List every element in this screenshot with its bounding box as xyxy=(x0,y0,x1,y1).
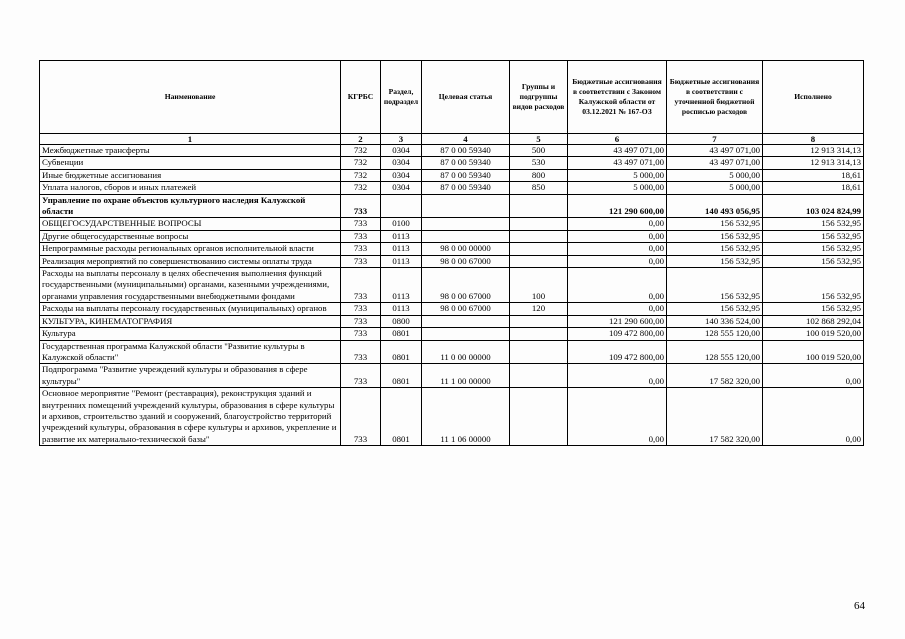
cell-kgrbs: 733 xyxy=(341,243,381,255)
cell-name: Иные бюджетные ассигнования xyxy=(40,169,341,181)
header-name: Наименование xyxy=(40,61,341,134)
cell-group: 850 xyxy=(510,182,568,194)
table-row xyxy=(40,340,864,364)
cell-refined: 156 532,95 xyxy=(667,303,763,315)
cell-target: 87 0 00 59340 xyxy=(422,157,510,169)
cell-executed: 156 532,95 xyxy=(763,243,864,255)
cell-name: Культура xyxy=(40,328,341,340)
cell-law: 0,00 xyxy=(568,218,667,230)
col-number: 3 xyxy=(381,134,422,145)
cell-kgrbs: 733 xyxy=(341,268,381,303)
cell-executed: 100 019 520,00 xyxy=(763,328,864,340)
cell-law: 0,00 xyxy=(568,388,667,446)
cell-law: 0,00 xyxy=(568,303,667,315)
cell-refined: 140 336 524,00 xyxy=(667,315,763,327)
cell-target: 87 0 00 59340 xyxy=(422,182,510,194)
cell-refined: 17 582 320,00 xyxy=(667,364,763,388)
cell-section: 0801 xyxy=(381,328,422,340)
cell-executed: 156 532,95 xyxy=(763,303,864,315)
cell-name: Другие общегосударственные вопросы xyxy=(40,230,341,242)
header-section: Раздел, подраздел xyxy=(381,61,422,134)
cell-name: ОБЩЕГОСУДАРСТВЕННЫЕ ВОПРОСЫ xyxy=(40,218,341,230)
cell-refined: 43 497 071,00 xyxy=(667,145,763,157)
table-row xyxy=(40,268,864,303)
col-number: 7 xyxy=(667,134,763,145)
header-law: Бюджетные ассигнования в соответствии с Законом Калужской области от 03.12.2021 № 167-ОЗ xyxy=(568,61,667,134)
cell-group xyxy=(510,230,568,242)
cell-law: 0,00 xyxy=(568,268,667,303)
cell-section: 0113 xyxy=(381,268,422,303)
cell-refined: 128 555 120,00 xyxy=(667,328,763,340)
cell-name: КУЛЬТУРА, КИНЕМАТОГРАФИЯ xyxy=(40,315,341,327)
cell-target xyxy=(422,194,510,218)
table-row xyxy=(40,364,864,388)
cell-group xyxy=(510,315,568,327)
cell-section xyxy=(381,194,422,218)
table-header-row xyxy=(40,61,864,134)
cell-name: Подпрограмма "Развитие учреждений культуры и образования в сфере культуры" xyxy=(40,364,341,388)
cell-section: 0801 xyxy=(381,340,422,364)
col-number: 1 xyxy=(40,134,341,145)
cell-kgrbs: 732 xyxy=(341,169,381,181)
table-row xyxy=(40,243,864,255)
cell-executed: 0,00 xyxy=(763,364,864,388)
cell-target xyxy=(422,218,510,230)
cell-refined: 5 000,00 xyxy=(667,182,763,194)
table-row xyxy=(40,169,864,181)
table-row xyxy=(40,194,864,218)
cell-name: Управление по охране объектов культурного наследия Калужской области xyxy=(40,194,341,218)
cell-kgrbs: 733 xyxy=(341,194,381,218)
cell-law: 0,00 xyxy=(568,243,667,255)
cell-section: 0801 xyxy=(381,364,422,388)
cell-refined: 156 532,95 xyxy=(667,268,763,303)
cell-executed: 156 532,95 xyxy=(763,268,864,303)
cell-target: 87 0 00 59340 xyxy=(422,145,510,157)
cell-section: 0100 xyxy=(381,218,422,230)
cell-law: 109 472 800,00 xyxy=(568,340,667,364)
cell-name: Расходы на выплаты персоналу государственных (муниципальных) органов xyxy=(40,303,341,315)
cell-target: 98 0 00 67000 xyxy=(422,255,510,267)
cell-target: 11 1 00 00000 xyxy=(422,364,510,388)
col-number: 6 xyxy=(568,134,667,145)
cell-target xyxy=(422,230,510,242)
cell-refined: 156 532,95 xyxy=(667,243,763,255)
cell-group: 100 xyxy=(510,268,568,303)
cell-group xyxy=(510,243,568,255)
cell-law: 121 290 600,00 xyxy=(568,315,667,327)
table-row xyxy=(40,303,864,315)
cell-target xyxy=(422,328,510,340)
cell-target: 11 0 00 00000 xyxy=(422,340,510,364)
cell-section: 0113 xyxy=(381,303,422,315)
table-row xyxy=(40,218,864,230)
cell-section: 0113 xyxy=(381,255,422,267)
table-row xyxy=(40,315,864,327)
cell-group xyxy=(510,194,568,218)
cell-executed: 102 868 292,04 xyxy=(763,315,864,327)
table-row xyxy=(40,145,864,157)
cell-kgrbs: 732 xyxy=(341,182,381,194)
cell-name: Основное мероприятие "Ремонт (реставрация), реконструкция зданий и внутренних помещений учреждений культуры, образования в сфере культуры и архивов, строительство зданий и сооружений, благоустройство территорий учреждений культуры, образования в сфере культуры и архивов, укрепление и развитие их материально-технической базы" xyxy=(40,388,341,446)
cell-refined: 128 555 120,00 xyxy=(667,340,763,364)
cell-section: 0800 xyxy=(381,315,422,327)
cell-group: 530 xyxy=(510,157,568,169)
col-number: 4 xyxy=(422,134,510,145)
column-number-row xyxy=(40,134,864,145)
cell-group: 800 xyxy=(510,169,568,181)
table-row xyxy=(40,230,864,242)
cell-law: 43 497 071,00 xyxy=(568,157,667,169)
cell-group: 120 xyxy=(510,303,568,315)
cell-group xyxy=(510,328,568,340)
cell-kgrbs: 733 xyxy=(341,364,381,388)
cell-section: 0113 xyxy=(381,230,422,242)
cell-kgrbs: 732 xyxy=(341,157,381,169)
header-groups: Группы и подгруппы видов расходов xyxy=(510,61,568,134)
cell-law: 0,00 xyxy=(568,255,667,267)
cell-kgrbs: 733 xyxy=(341,388,381,446)
cell-law: 43 497 071,00 xyxy=(568,145,667,157)
cell-kgrbs: 733 xyxy=(341,218,381,230)
table-row xyxy=(40,182,864,194)
cell-refined: 17 582 320,00 xyxy=(667,388,763,446)
cell-name: Межбюджетные трансферты xyxy=(40,145,341,157)
cell-kgrbs: 733 xyxy=(341,303,381,315)
budget-table xyxy=(39,60,864,446)
cell-law: 5 000,00 xyxy=(568,169,667,181)
cell-executed: 156 532,95 xyxy=(763,230,864,242)
cell-group xyxy=(510,340,568,364)
header-kgrbs: КГРБС xyxy=(341,61,381,134)
cell-group xyxy=(510,255,568,267)
cell-name: Субвенции xyxy=(40,157,341,169)
cell-target: 98 0 00 00000 xyxy=(422,243,510,255)
cell-section: 0304 xyxy=(381,169,422,181)
cell-refined: 140 493 056,95 xyxy=(667,194,763,218)
header-executed: Исполнено xyxy=(763,61,864,134)
cell-target xyxy=(422,315,510,327)
cell-kgrbs: 733 xyxy=(341,255,381,267)
col-number: 5 xyxy=(510,134,568,145)
header-refined: Бюджетные ассигнования в соответствии с уточненной бюджетной росписью расходов xyxy=(667,61,763,134)
cell-executed: 18,61 xyxy=(763,182,864,194)
cell-refined: 43 497 071,00 xyxy=(667,157,763,169)
cell-name: Государственная программа Калужской области "Развитие культуры в Калужской области" xyxy=(40,340,341,364)
cell-target: 87 0 00 59340 xyxy=(422,169,510,181)
cell-kgrbs: 733 xyxy=(341,340,381,364)
cell-refined: 156 532,95 xyxy=(667,218,763,230)
table-row xyxy=(40,328,864,340)
cell-target: 11 1 06 00000 xyxy=(422,388,510,446)
cell-law: 109 472 800,00 xyxy=(568,328,667,340)
cell-group xyxy=(510,218,568,230)
cell-group xyxy=(510,364,568,388)
cell-target: 98 0 00 67000 xyxy=(422,303,510,315)
cell-section: 0304 xyxy=(381,145,422,157)
cell-executed: 100 019 520,00 xyxy=(763,340,864,364)
cell-executed: 156 532,95 xyxy=(763,218,864,230)
cell-law: 121 290 600,00 xyxy=(568,194,667,218)
cell-target: 98 0 00 67000 xyxy=(422,268,510,303)
table-row xyxy=(40,157,864,169)
cell-refined: 156 532,95 xyxy=(667,255,763,267)
table-body xyxy=(40,145,864,446)
cell-law: 0,00 xyxy=(568,364,667,388)
cell-name: Реализация мероприятий по совершенствованию системы оплаты труда xyxy=(40,255,341,267)
cell-section: 0304 xyxy=(381,157,422,169)
cell-section: 0801 xyxy=(381,388,422,446)
cell-refined: 5 000,00 xyxy=(667,169,763,181)
cell-executed: 0,00 xyxy=(763,388,864,446)
cell-name: Расходы на выплаты персоналу в целях обеспечения выполнения функций государственными (муниципальными) органами, казенными учреждениями, органами управления государственными внебюджетными фондами xyxy=(40,268,341,303)
cell-name: Непрограммные расходы региональных органов исполнительной власти xyxy=(40,243,341,255)
cell-kgrbs: 733 xyxy=(341,230,381,242)
cell-kgrbs: 733 xyxy=(341,315,381,327)
table-row xyxy=(40,388,864,446)
col-number: 8 xyxy=(763,134,864,145)
cell-law: 0,00 xyxy=(568,230,667,242)
cell-section: 0113 xyxy=(381,243,422,255)
cell-executed: 156 532,95 xyxy=(763,255,864,267)
cell-kgrbs: 732 xyxy=(341,145,381,157)
cell-name: Уплата налогов, сборов и иных платежей xyxy=(40,182,341,194)
cell-group xyxy=(510,388,568,446)
page-number: 64 xyxy=(854,600,865,612)
col-number: 2 xyxy=(341,134,381,145)
table-row xyxy=(40,255,864,267)
cell-executed: 12 913 314,13 xyxy=(763,157,864,169)
cell-law: 5 000,00 xyxy=(568,182,667,194)
cell-kgrbs: 733 xyxy=(341,328,381,340)
cell-executed: 12 913 314,13 xyxy=(763,145,864,157)
header-target: Целевая статья xyxy=(422,61,510,134)
cell-section: 0304 xyxy=(381,182,422,194)
cell-executed: 18,61 xyxy=(763,169,864,181)
cell-group: 500 xyxy=(510,145,568,157)
cell-executed: 103 024 824,99 xyxy=(763,194,864,218)
cell-refined: 156 532,95 xyxy=(667,230,763,242)
